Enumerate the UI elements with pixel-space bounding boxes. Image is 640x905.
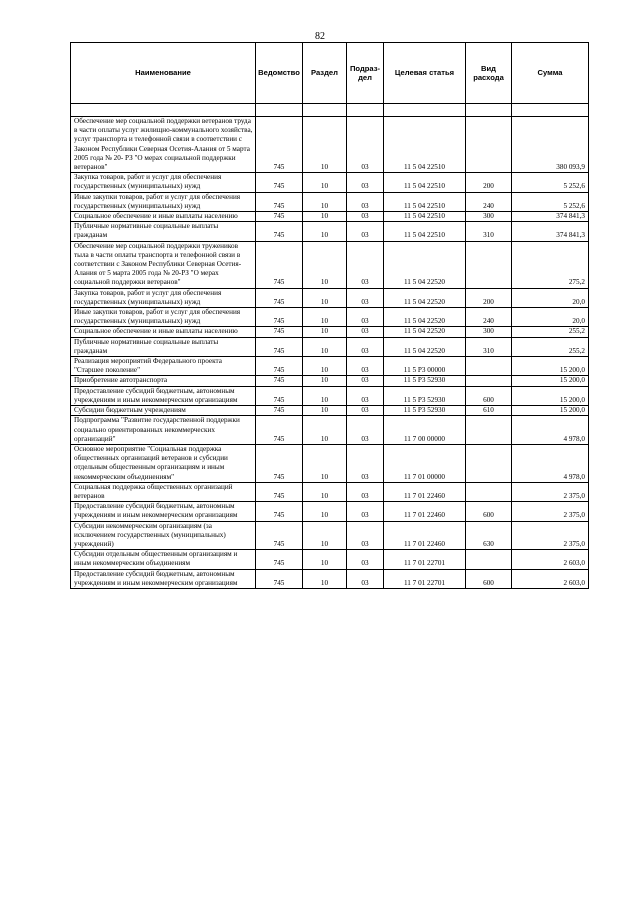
- cell-name: Основное мероприятие "Социальная поддержка общественных организаций ветеранов и субсидии отдельным общественным организациям и иным некоммерческим объединениям": [71, 444, 256, 482]
- table-row: [71, 502, 589, 521]
- cell-razdel: 10: [303, 416, 347, 445]
- cell-razdel: 10: [303, 521, 347, 550]
- cell-razdel: 10: [303, 222, 347, 241]
- cell-vid: 600: [466, 502, 512, 521]
- cell-vedomstvo: 745: [256, 222, 303, 241]
- cell-article: 11 5 04 22510: [384, 173, 466, 192]
- cell-article: 11 5 04 22520: [384, 241, 466, 288]
- cell-name: Предоставление субсидий бюджетным, автономным учреждениям и иным некоммерческим организациям: [71, 386, 256, 405]
- cell-name: Социальное обеспечение и иные выплаты населению: [71, 212, 256, 222]
- cell-podrazdel: 03: [347, 241, 384, 288]
- cell-vedomstvo: 745: [256, 569, 303, 588]
- spacer-cell: [384, 104, 466, 117]
- cell-vedomstvo: 745: [256, 212, 303, 222]
- cell-vid: 310: [466, 337, 512, 356]
- cell-sum: 2 603,0: [512, 550, 589, 569]
- header-row: [71, 43, 589, 104]
- cell-name: Обеспечение мер социальной поддержки ветеранов труда в части оплаты услуг жилищно-коммунального хозяйства, услуг транспорта и телефонной связи в соответствии с Законом Республики Северная Осетия-Алания от 5 марта 2005 года № 20- РЗ "О мерах социальной поддержки ветеранов": [71, 117, 256, 173]
- cell-sum: 255,2: [512, 327, 589, 337]
- cell-article: 11 5 04 22510: [384, 192, 466, 211]
- cell-razdel: 10: [303, 386, 347, 405]
- cell-article: 11 7 01 22460: [384, 482, 466, 501]
- cell-razdel: 10: [303, 482, 347, 501]
- cell-vedomstvo: 745: [256, 117, 303, 173]
- cell-vid: 600: [466, 386, 512, 405]
- cell-vedomstvo: 745: [256, 308, 303, 327]
- cell-article: 11 5 04 22510: [384, 222, 466, 241]
- table-row: [71, 173, 589, 192]
- cell-vedomstvo: 745: [256, 288, 303, 307]
- cell-article: 11 5 04 22520: [384, 337, 466, 356]
- table-row: [71, 192, 589, 211]
- cell-vid: 200: [466, 173, 512, 192]
- cell-podrazdel: 03: [347, 376, 384, 386]
- cell-name: Социальное обеспечение и иные выплаты населению: [71, 327, 256, 337]
- cell-razdel: 10: [303, 192, 347, 211]
- cell-vedomstvo: 745: [256, 502, 303, 521]
- cell-vedomstvo: 745: [256, 327, 303, 337]
- cell-sum: 2 375,0: [512, 482, 589, 501]
- table-row: [71, 482, 589, 501]
- table-row: [71, 288, 589, 307]
- cell-vedomstvo: 745: [256, 416, 303, 445]
- table-row: [71, 376, 589, 386]
- cell-sum: 255,2: [512, 337, 589, 356]
- cell-razdel: 10: [303, 308, 347, 327]
- cell-vedomstvo: 745: [256, 337, 303, 356]
- cell-sum: 15 200,0: [512, 406, 589, 416]
- cell-podrazdel: 03: [347, 288, 384, 307]
- table-body: [71, 104, 589, 589]
- cell-sum: 275,2: [512, 241, 589, 288]
- cell-vid: 300: [466, 327, 512, 337]
- cell-podrazdel: 03: [347, 502, 384, 521]
- cell-article: 11 5 04 22520: [384, 327, 466, 337]
- cell-podrazdel: 03: [347, 569, 384, 588]
- cell-vid: 310: [466, 222, 512, 241]
- cell-vedomstvo: 745: [256, 406, 303, 416]
- header-vid: Вид расхода: [466, 43, 512, 104]
- cell-vid: [466, 550, 512, 569]
- cell-name: Обеспечение мер социальной поддержки тружеников тыла в части оплаты транспорта и телефонной связи в соответствии с Законом Республики Северная Осетия-Алания от 5 марта 2005 года № 20-РЗ "О мерах социальной поддержки ветеранов": [71, 241, 256, 288]
- cell-podrazdel: 03: [347, 386, 384, 405]
- spacer-row: [71, 104, 589, 117]
- table-row: [71, 337, 589, 356]
- cell-sum: 374 841,3: [512, 222, 589, 241]
- cell-name: Публичные нормативные социальные выплаты гражданам: [71, 337, 256, 356]
- cell-vid: 600: [466, 569, 512, 588]
- cell-razdel: 10: [303, 173, 347, 192]
- table-row: [71, 416, 589, 445]
- cell-podrazdel: 03: [347, 482, 384, 501]
- spacer-cell: [512, 104, 589, 117]
- cell-sum: 20,0: [512, 308, 589, 327]
- cell-vedomstvo: 745: [256, 192, 303, 211]
- cell-vid: 240: [466, 192, 512, 211]
- table-row: [71, 241, 589, 288]
- cell-article: 11 5 04 22520: [384, 288, 466, 307]
- cell-razdel: 10: [303, 550, 347, 569]
- cell-sum: 2 375,0: [512, 502, 589, 521]
- table-row: [71, 569, 589, 588]
- cell-name: Закупка товаров, работ и услуг для обеспечения государственных (муниципальных) нужд: [71, 173, 256, 192]
- cell-vid: 300: [466, 212, 512, 222]
- cell-article: 11 7 01 22460: [384, 521, 466, 550]
- cell-article: 11 5 Р3 52930: [384, 376, 466, 386]
- cell-vedomstvo: 745: [256, 550, 303, 569]
- cell-vedomstvo: 745: [256, 386, 303, 405]
- cell-name: Предоставление субсидий бюджетным, автономным учреждениям и иным некоммерческим организациям: [71, 569, 256, 588]
- table-row: [71, 117, 589, 173]
- cell-razdel: 10: [303, 357, 347, 376]
- table-row: [71, 357, 589, 376]
- cell-sum: 15 200,0: [512, 357, 589, 376]
- cell-vid: 630: [466, 521, 512, 550]
- cell-podrazdel: 03: [347, 550, 384, 569]
- cell-razdel: 10: [303, 212, 347, 222]
- cell-razdel: 10: [303, 502, 347, 521]
- cell-podrazdel: 03: [347, 173, 384, 192]
- cell-vid: [466, 482, 512, 501]
- cell-razdel: 10: [303, 337, 347, 356]
- spacer-cell: [466, 104, 512, 117]
- cell-sum: 15 200,0: [512, 376, 589, 386]
- cell-vedomstvo: 745: [256, 241, 303, 288]
- cell-article: 11 7 00 00000: [384, 416, 466, 445]
- header-sum: Сумма: [512, 43, 589, 104]
- table-row: [71, 444, 589, 482]
- cell-name: Приобретение автотранспорта: [71, 376, 256, 386]
- table-row: [71, 386, 589, 405]
- cell-sum: 374 841,3: [512, 212, 589, 222]
- cell-vid: 200: [466, 288, 512, 307]
- cell-vedomstvo: 745: [256, 444, 303, 482]
- cell-razdel: 10: [303, 569, 347, 588]
- header-vedomstvo: Ведомство: [256, 43, 303, 104]
- table-row: [71, 521, 589, 550]
- cell-name: Закупка товаров, работ и услуг для обеспечения государственных (муниципальных) нужд: [71, 288, 256, 307]
- cell-razdel: 10: [303, 117, 347, 173]
- cell-razdel: 10: [303, 241, 347, 288]
- cell-article: 11 7 01 00000: [384, 444, 466, 482]
- cell-podrazdel: 03: [347, 117, 384, 173]
- table-row: [71, 308, 589, 327]
- cell-article: 11 5 04 22510: [384, 117, 466, 173]
- spacer-cell: [303, 104, 347, 117]
- cell-podrazdel: 03: [347, 416, 384, 445]
- cell-sum: 4 978,0: [512, 416, 589, 445]
- cell-razdel: 10: [303, 327, 347, 337]
- cell-sum: 380 093,9: [512, 117, 589, 173]
- cell-article: 11 5 Р3 00000: [384, 357, 466, 376]
- cell-article: 11 5 Р3 52930: [384, 386, 466, 405]
- cell-article: 11 5 Р3 52930: [384, 406, 466, 416]
- cell-vid: [466, 376, 512, 386]
- cell-vedomstvo: 745: [256, 357, 303, 376]
- cell-sum: 5 252,6: [512, 192, 589, 211]
- cell-podrazdel: 03: [347, 192, 384, 211]
- cell-sum: 2 603,0: [512, 569, 589, 588]
- cell-sum: 5 252,6: [512, 173, 589, 192]
- header-article: Целевая статья: [384, 43, 466, 104]
- cell-vedomstvo: 745: [256, 173, 303, 192]
- cell-razdel: 10: [303, 444, 347, 482]
- cell-podrazdel: 03: [347, 406, 384, 416]
- cell-vid: [466, 241, 512, 288]
- page-number: 82: [315, 31, 325, 42]
- cell-vedomstvo: 745: [256, 376, 303, 386]
- cell-razdel: 10: [303, 376, 347, 386]
- cell-razdel: 10: [303, 406, 347, 416]
- table-row: [71, 327, 589, 337]
- cell-podrazdel: 03: [347, 337, 384, 356]
- cell-name: Субсидии некоммерческим организациям (за исключением государственных (муниципальных) учреждений): [71, 521, 256, 550]
- budget-table: [70, 42, 589, 589]
- cell-sum: 15 200,0: [512, 386, 589, 405]
- table-row: [71, 550, 589, 569]
- cell-article: 11 5 04 22520: [384, 308, 466, 327]
- cell-sum: 4 978,0: [512, 444, 589, 482]
- spacer-cell: [71, 104, 256, 117]
- cell-name: Предоставление субсидий бюджетным, автономным учреждениям и иным некоммерческим организациям: [71, 502, 256, 521]
- cell-name: Публичные нормативные социальные выплаты гражданам: [71, 222, 256, 241]
- cell-vedomstvo: 745: [256, 521, 303, 550]
- table-row: [71, 222, 589, 241]
- cell-article: 11 7 01 22460: [384, 502, 466, 521]
- cell-name: Субсидии бюджетным учреждениям: [71, 406, 256, 416]
- header-name: Наименование: [71, 43, 256, 104]
- cell-podrazdel: 03: [347, 444, 384, 482]
- cell-name: Подпрограмма "Развитие государственной поддержки социально ориентированных некоммерческих организаций": [71, 416, 256, 445]
- cell-name: Социальная поддержка общественных организаций ветеранов: [71, 482, 256, 501]
- cell-article: 11 5 04 22510: [384, 212, 466, 222]
- cell-podrazdel: 03: [347, 521, 384, 550]
- cell-podrazdel: 03: [347, 222, 384, 241]
- spacer-cell: [347, 104, 384, 117]
- cell-sum: 2 375,0: [512, 521, 589, 550]
- table-row: [71, 406, 589, 416]
- header-podrazdel: Подраз- дел: [347, 43, 384, 104]
- cell-name: Субсидии отдельным общественным организациям и иным некоммерческим объединениям: [71, 550, 256, 569]
- cell-podrazdel: 03: [347, 327, 384, 337]
- cell-name: Реализация мероприятий Федерального проекта "Старшее поколение": [71, 357, 256, 376]
- header-razdel: Раздел: [303, 43, 347, 104]
- cell-podrazdel: 03: [347, 357, 384, 376]
- cell-name: Иные закупки товаров, работ и услуг для обеспечения государственных (муниципальных) нужд: [71, 192, 256, 211]
- cell-vedomstvo: 745: [256, 482, 303, 501]
- cell-vid: [466, 416, 512, 445]
- cell-vid: [466, 444, 512, 482]
- cell-article: 11 7 01 22701: [384, 569, 466, 588]
- table-row: [71, 212, 589, 222]
- cell-article: 11 7 01 22701: [384, 550, 466, 569]
- cell-vid: [466, 357, 512, 376]
- cell-name: Иные закупки товаров, работ и услуг для обеспечения государственных (муниципальных) нужд: [71, 308, 256, 327]
- cell-vid: 610: [466, 406, 512, 416]
- cell-razdel: 10: [303, 288, 347, 307]
- cell-vid: [466, 117, 512, 173]
- cell-sum: 20,0: [512, 288, 589, 307]
- cell-podrazdel: 03: [347, 308, 384, 327]
- cell-podrazdel: 03: [347, 212, 384, 222]
- spacer-cell: [256, 104, 303, 117]
- cell-vid: 240: [466, 308, 512, 327]
